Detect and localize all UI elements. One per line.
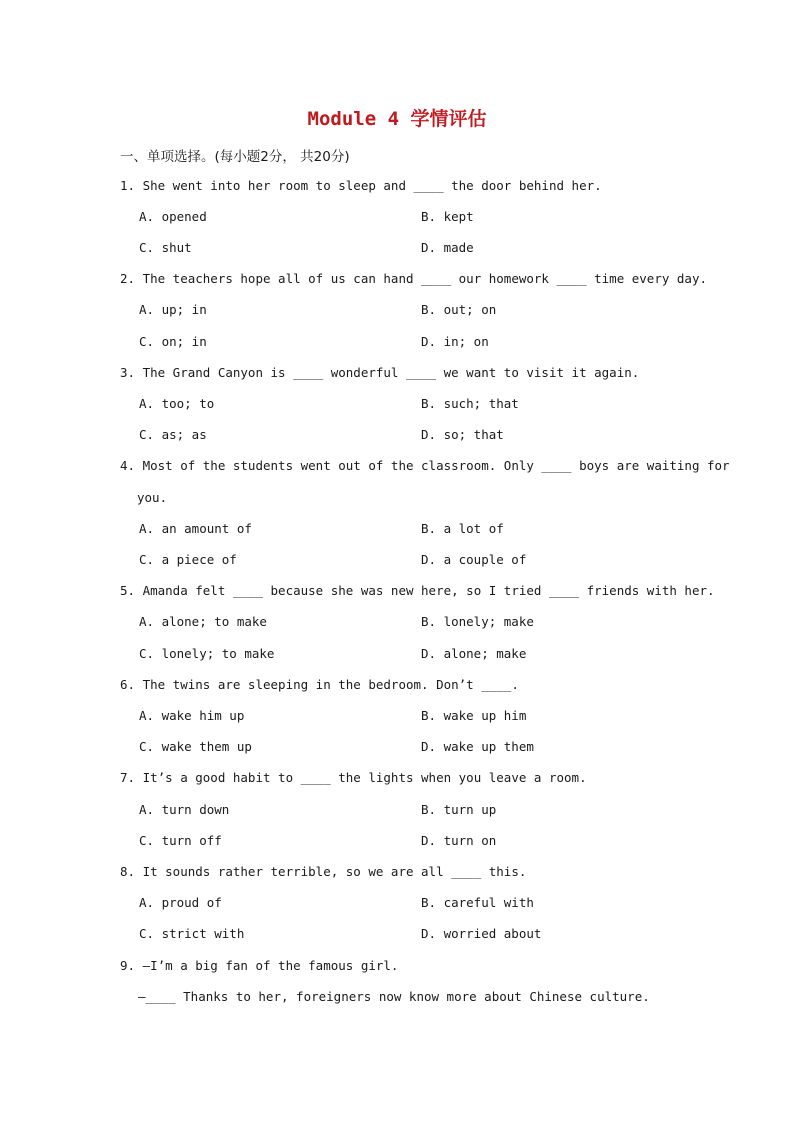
question-stem-continued: —____ Thanks to her, foreigners now know more about Chinese culture. [138, 989, 650, 1004]
option-b: B. such; that [421, 396, 519, 411]
option-d: D. so; that [421, 427, 504, 442]
option-c: C. strict with [139, 926, 245, 941]
option-a: A. proud of [139, 895, 222, 910]
option-a: A. an amount of [139, 521, 252, 536]
question-stem-continued: you. [137, 490, 168, 505]
question-stem: 7. It’s a good habit to ____ the lights when you leave a room. [120, 770, 587, 785]
question-stem: 9. —I’m a big fan of the famous girl. [120, 958, 399, 973]
option-c: C. shut [139, 240, 192, 255]
option-b: B. a lot of [421, 521, 504, 536]
option-c: C. lonely; to make [139, 646, 275, 661]
option-a: A. wake him up [139, 708, 245, 723]
option-b: B. turn up [421, 802, 497, 817]
option-d: D. made [421, 240, 474, 255]
option-d: D. in; on [421, 334, 489, 349]
option-c: C. a piece of [139, 552, 237, 567]
question-stem: 3. The Grand Canyon is ____ wonderful ____ we want to visit it again. [120, 365, 640, 380]
question-stem: 8. It sounds rather terrible, so we are all ____ this. [120, 864, 527, 879]
option-d: D. alone; make [421, 646, 527, 661]
question-stem: 2. The teachers hope all of us can hand ____ our homework ____ time every day. [120, 271, 707, 286]
option-a: A. opened [139, 209, 207, 224]
option-b: B. wake up him [421, 708, 527, 723]
question-stem: 4. Most of the students went out of the classroom. Only ____ boys are waiting for [120, 458, 730, 473]
option-d: D. a couple of [421, 552, 527, 567]
option-d: D. turn on [421, 833, 497, 848]
option-b: B. kept [421, 209, 474, 224]
option-b: B. careful with [421, 895, 534, 910]
option-c: C. turn off [139, 833, 222, 848]
option-a: A. turn down [139, 802, 230, 817]
question-stem: 1. She went into her room to sleep and ____ the door behind her. [120, 178, 602, 193]
option-d: D. wake up them [421, 739, 534, 754]
option-d: D. worried about [421, 926, 542, 941]
question-stem: 6. The twins are sleeping in the bedroom. Don’t ____. [120, 677, 519, 692]
option-c: C. as; as [139, 427, 207, 442]
section-heading: 一、单项选择。(每小题2分， 共20分) [120, 149, 350, 165]
page-title: Module 4 学情评估 [307, 108, 487, 130]
question-stem: 5. Amanda felt ____ because she was new here, so I tried ____ friends with her. [120, 583, 715, 598]
option-c: C. on; in [139, 334, 207, 349]
option-a: A. alone; to make [139, 614, 267, 629]
option-a: A. too; to [139, 396, 215, 411]
option-b: B. out; on [421, 302, 497, 317]
option-c: C. wake them up [139, 739, 252, 754]
option-a: A. up; in [139, 302, 207, 317]
option-b: B. lonely; make [421, 614, 534, 629]
